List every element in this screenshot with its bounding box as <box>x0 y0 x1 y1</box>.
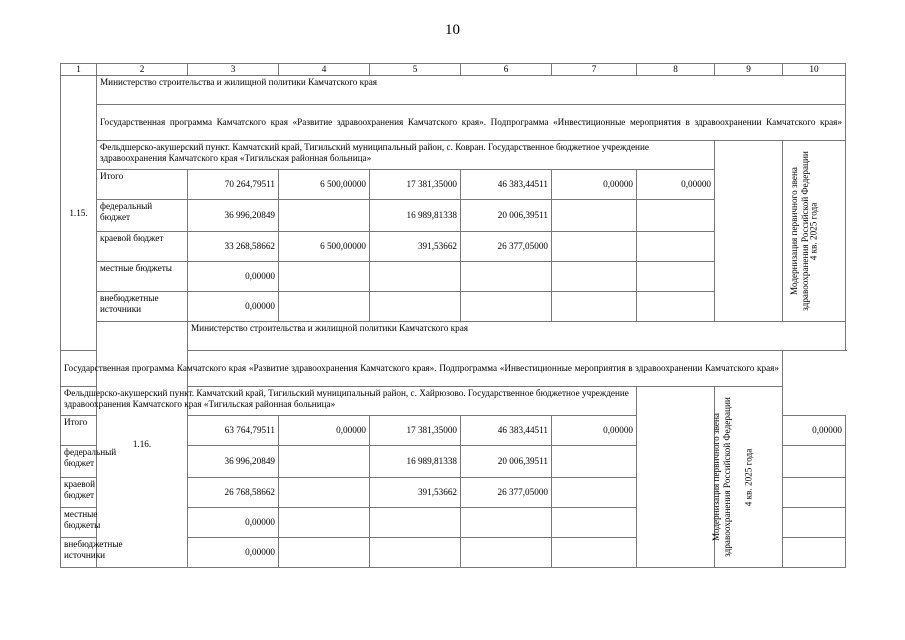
finance-cell <box>783 538 846 568</box>
deadline-text: 4 кв. 2025 года <box>808 202 819 260</box>
finance-cell <box>279 508 370 538</box>
program-row <box>61 351 846 387</box>
finance-cell: 20 006,39511 <box>461 200 552 232</box>
finance-cell-total: 0,00000 <box>188 538 279 568</box>
finance-cell <box>552 478 637 508</box>
finance-label: краевой бюджет <box>61 478 97 508</box>
ministry-row <box>61 322 846 351</box>
column-header: 5 <box>370 64 461 76</box>
finance-cell-total: 33 268,58662 <box>188 232 279 262</box>
finance-cell: 16 989,81338 <box>370 446 461 478</box>
purpose-cell <box>715 141 810 322</box>
finance-cell <box>637 200 715 232</box>
finance-cell: 0,00000 <box>552 170 637 200</box>
deadline-text: 4 кв. 2025 года <box>743 448 753 506</box>
column-header: 4 <box>279 64 370 76</box>
finance-cell: 26 377,05000 <box>461 478 552 508</box>
finance-cell: 17 381,35000 <box>370 416 461 446</box>
finance-cell: 0,00000 <box>783 416 846 446</box>
finance-cell-total: 70 264,79511 <box>188 170 279 200</box>
object-row <box>61 387 846 416</box>
finance-cell: 26 377,05000 <box>461 232 552 262</box>
program-name: Государственная программа Камчатского края «Развитие здравоохранения Камчатского края». Подпрограмма «Инвестиционные мероприятия в здравоохранении Камчатского края» <box>61 351 783 387</box>
column-header-row <box>61 64 846 76</box>
column-header: 1 <box>61 64 97 76</box>
finance-cell <box>370 538 461 568</box>
finance-cell <box>783 508 846 538</box>
purpose-cell <box>637 387 732 568</box>
column-header: 3 <box>188 64 279 76</box>
finance-cell <box>461 262 552 292</box>
purpose-text: Модернизация первичного звена здравоохранения Российской Федерации <box>711 397 732 557</box>
finance-cell <box>461 538 552 568</box>
finance-label: федеральный бюджет <box>61 446 97 478</box>
finance-cell <box>637 292 715 322</box>
column-header: 9 <box>715 64 783 76</box>
ministry-row <box>61 76 846 105</box>
finance-cell: 0,00000 <box>552 416 637 446</box>
finance-cell <box>279 292 370 322</box>
page-number: 10 <box>445 22 460 38</box>
finance-cell-total: 36 996,20849 <box>188 200 279 232</box>
finance-cell: 17 381,35000 <box>370 170 461 200</box>
finance-cell <box>552 508 637 538</box>
column-header: 8 <box>637 64 715 76</box>
finance-cell <box>552 232 637 262</box>
finance-label: внебюджетные источники <box>61 538 97 568</box>
finance-cell <box>370 292 461 322</box>
column-header: 7 <box>552 64 637 76</box>
finance-label: федеральный бюджет <box>97 200 188 232</box>
finance-label: внебюджетные источники <box>97 292 188 322</box>
finance-cell <box>552 262 637 292</box>
finance-cell <box>552 538 637 568</box>
finance-cell <box>461 508 552 538</box>
finance-cell: 20 006,39511 <box>461 446 552 478</box>
finance-cell <box>279 478 370 508</box>
finance-cell-total: 0,00000 <box>188 292 279 322</box>
program-row <box>61 105 846 141</box>
finance-cell-total: 36 996,20849 <box>188 446 279 478</box>
finance-cell <box>461 292 552 322</box>
finance-cell: 6 500,00000 <box>279 170 370 200</box>
column-header: 6 <box>461 64 552 76</box>
finance-cell: 46 383,44511 <box>461 170 552 200</box>
program-name: Государственная программа Камчатского края «Развитие здравоохранения Камчатского края». Подпрограмма «Инвестиционные мероприятия в здравоохранении Камчатского края» <box>97 105 846 141</box>
finance-cell <box>279 262 370 292</box>
row-number: 1.15. <box>61 76 97 351</box>
object-row <box>61 141 846 170</box>
finance-cell <box>783 478 846 508</box>
finance-cell <box>552 200 637 232</box>
finance-cell: 391,53662 <box>370 478 461 508</box>
finance-label: местные бюджеты <box>61 508 97 538</box>
finance-cell <box>783 446 846 478</box>
finance-cell-total: 63 764,79511 <box>188 416 279 446</box>
purpose-text: Модернизация первичного звена здравоохранения Российской Федерации <box>789 151 810 311</box>
finance-cell <box>637 262 715 292</box>
object-description: Фельдшерско-акушерский пункт. Камчатский край, Тигильский муниципальный район, с. Ковран. Государственное бюджетное учреждение здравоохранения Камчатского края «Тигильская районная больница» <box>97 141 715 170</box>
finance-cell-total: 0,00000 <box>188 508 279 538</box>
finance-cell: 391,53662 <box>370 232 461 262</box>
finance-cell <box>279 538 370 568</box>
finance-label: местные бюджеты <box>97 262 188 292</box>
finance-cell-total: 26 768,58662 <box>188 478 279 508</box>
ministry-name: Министерство строительства и жилищной политики Камчатского края <box>97 76 846 105</box>
finance-cell <box>279 200 370 232</box>
finance-cell: 6 500,00000 <box>279 232 370 262</box>
finance-cell: 46 383,44511 <box>461 416 552 446</box>
column-header: 10 <box>783 64 846 76</box>
finance-cell <box>279 446 370 478</box>
finance-cell: 16 989,81338 <box>370 200 461 232</box>
finance-cell: 0,00000 <box>637 170 715 200</box>
row-number: 1.16. <box>97 322 188 568</box>
finance-cell <box>370 508 461 538</box>
finance-cell: 0,00000 <box>279 416 370 446</box>
finance-cell <box>637 232 715 262</box>
ministry-name: Министерство строительства и жилищной политики Камчатского края <box>188 322 846 351</box>
finance-cell <box>552 446 637 478</box>
finance-cell <box>552 292 637 322</box>
column-header: 2 <box>97 64 188 76</box>
finance-cell <box>370 262 461 292</box>
finance-label: Итого <box>97 170 188 200</box>
object-description: Фельдшерско-акушерский пункт. Камчатский край, Тигильский муниципальный район, с. Хайрюзово. Государственное бюджетное учреждение здравоохранения Камчатского края «Тигильская районная больница» <box>61 387 637 416</box>
finance-label: Итого <box>61 416 97 446</box>
finance-label: краевой бюджет <box>97 232 188 262</box>
finance-cell-total: 0,00000 <box>188 262 279 292</box>
investment-table <box>60 63 846 568</box>
